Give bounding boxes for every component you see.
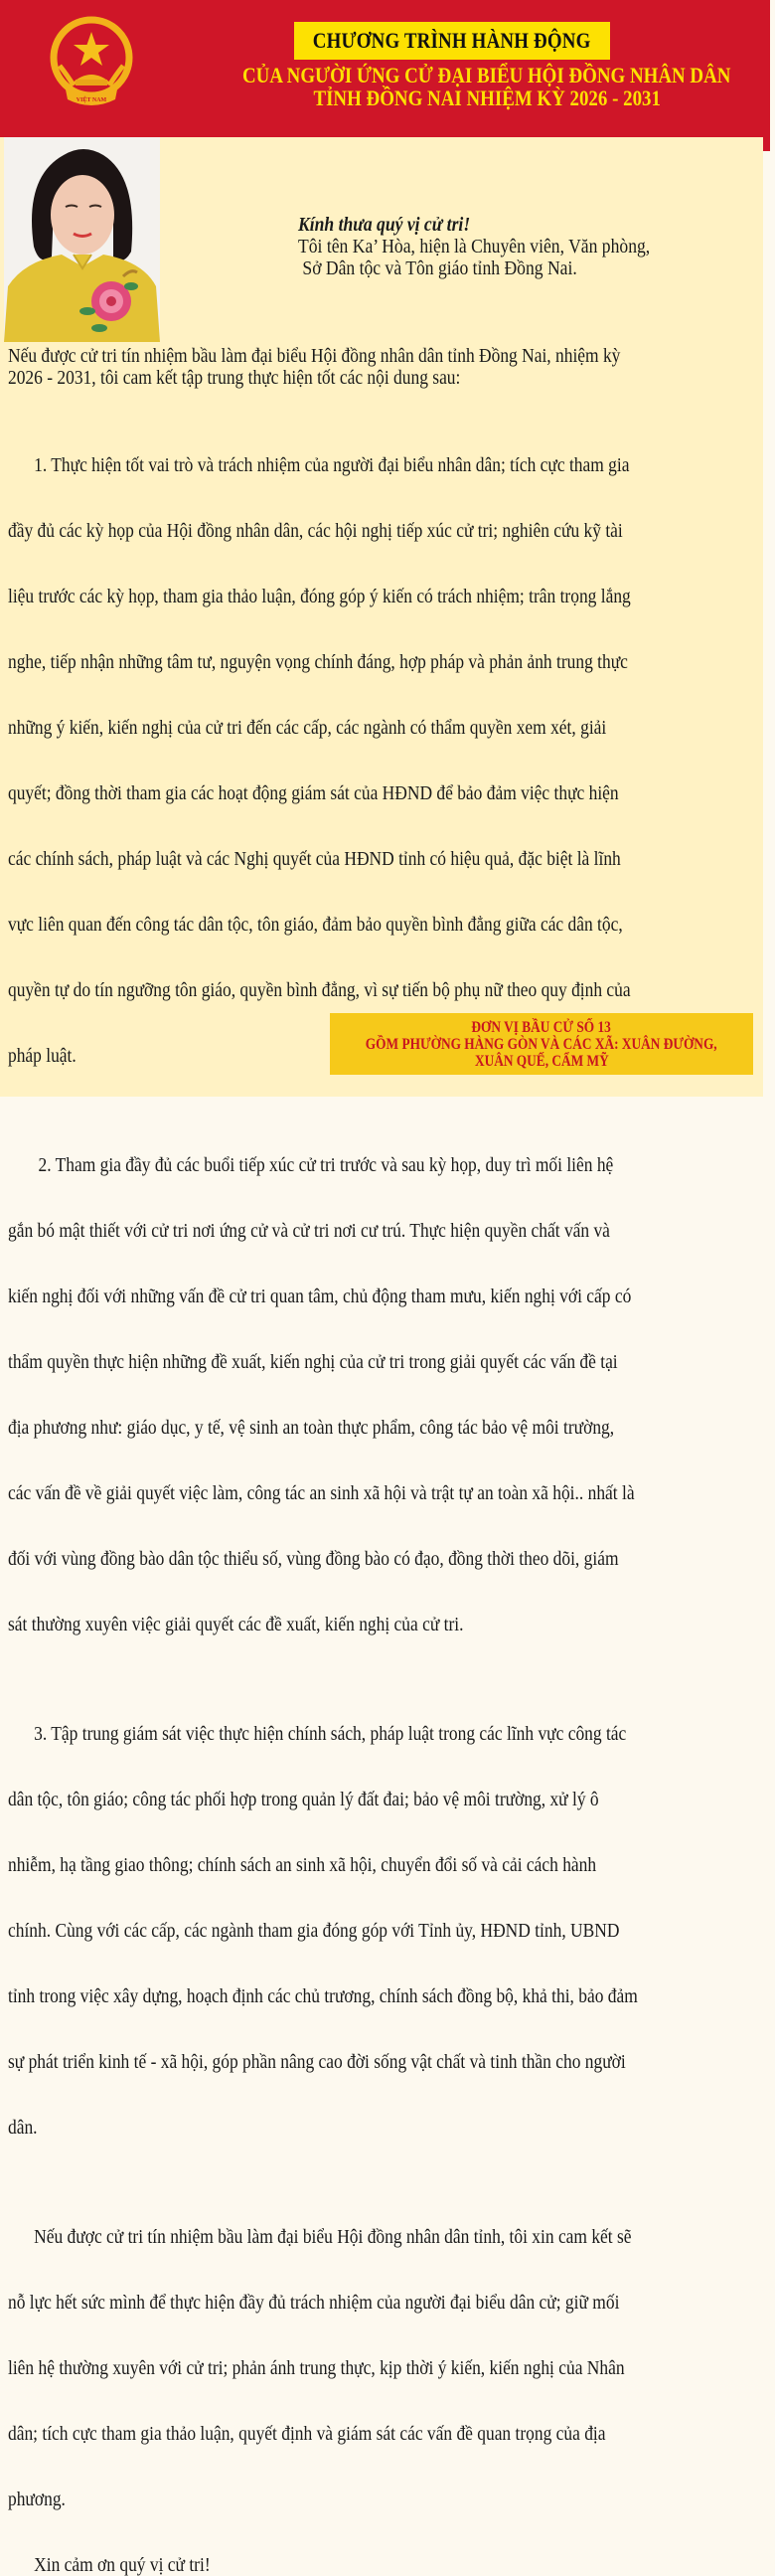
text-line: tỉnh trong việc xây dựng, hoạch định các chủ trương, chính sách đồng bộ, khả thi, bảo đảm (8, 1985, 638, 2007)
district-number: ĐƠN VỊ BẦU CỬ SỐ 13 (471, 1018, 612, 1036)
text-line: chính. Cùng với các cấp, các ngành tham gia đóng góp với Tỉnh ủy, HĐND tỉnh, UBND (8, 1920, 620, 1942)
text-line: nhiễm, hạ tầng giao thông; chính sách an sinh xã hội, chuyển đổi số và cải cách hành (8, 1854, 597, 1876)
text-line: những ý kiến, kiến nghị của cử tri đến các cấp, các ngành có thẩm quyền xem xét, giải (8, 717, 607, 739)
text-line: liệu trước các kỳ họp, tham gia thảo luận, đóng góp ý kiến có trách nhiệm; trân trọng lắng (8, 586, 631, 607)
text-line: sát thường xuyên việc giải quyết các đề xuất, kiến nghị của cử tri. (8, 1614, 464, 1635)
salutation: Kính thưa quý vị cử tri! (298, 214, 471, 236)
greeting-block (298, 214, 755, 279)
text-line: địa phương như: giáo dục, y tế, vệ sinh an toàn thực phẩm, công tác bảo vệ môi trường, (8, 1417, 615, 1439)
emblem-ribbon-text: VIỆT NAM (76, 97, 107, 103)
text-line: pháp luật. (8, 1045, 77, 1067)
candidate-photo (4, 137, 160, 342)
text-line: gắn bó mật thiết với cử tri nơi ứng cử và cử tri nơi cư trú. Thực hiện quyền chất vấn và (8, 1220, 610, 1242)
text-line: 1. Thực hiện tốt vai trò và trách nhiệm của người đại biểu nhân dân; tích cực tham gia (8, 454, 630, 476)
lead-paragraph (8, 345, 763, 389)
text-line: dân; tích cực tham gia thảo luận, quyết định và giám sát các vấn đề quan trọng của địa (8, 2423, 606, 2445)
text-line: Nếu được cử tri tín nhiệm bầu làm đại biểu Hội đồng nhân dân tỉnh Đồng Nai, nhiệm kỳ (8, 345, 621, 367)
text-line: sự phát triển kinh tế - xã hội, góp phần nâng cao đời sống vật chất và tinh thần cho người (8, 2051, 626, 2073)
text-line: vực liên quan đến công tác dân tộc, tôn giáo, đảm bảo quyền bình đẳng giữa các dân tộc, (8, 914, 623, 936)
text-line: dân. (8, 2117, 38, 2139)
subtitle-line-1: CỦA NGƯỜI ỨNG CỬ ĐẠI BIỂU HỘI ĐỒNG NHÂN DÂN (242, 63, 731, 87)
text-line: quyền tự do tín ngưỡng tôn giáo, quyền bình đẳng, vì sự tiến bộ phụ nữ theo quy định của (8, 979, 631, 1001)
commitment-point-1 (8, 411, 763, 1111)
intro-line-2: Sở Dân tộc và Tôn giáo tỉnh Đồng Nai. (298, 258, 577, 279)
district-wards-line-2: XUÂN QUẾ, CẨM MỸ (474, 1052, 609, 1070)
text-line: 2. Tham gia đầy đủ các buổi tiếp xúc cử tri trước và sau kỳ họp, duy trì mối liên hệ (8, 1154, 614, 1176)
text-line: phương. (8, 2489, 66, 2510)
intro-line-1: Tôi tên Ka’ Hòa, hiện là Chuyên viên, Văn phòng, (298, 236, 651, 258)
text-line: 3. Tập trung giám sát việc thực hiện chính sách, pháp luật trong các lĩnh vực công tác (8, 1723, 627, 1745)
text-line: kiến nghị đối với những vấn đề cử tri quan tâm, chủ động tham mưu, kiến nghị với cấp có (8, 1286, 632, 1307)
district-wards-line-1: GỒM PHƯỜNG HÀNG GÒN VÀ CÁC XÃ: XUÂN ĐƯỜNG, (366, 1035, 717, 1053)
text-line: dân tộc, tôn giáo; công tác phối hợp trong quản lý đất đai; bảo vệ môi trường, xử lý ô (8, 1789, 599, 1810)
text-line: thẩm quyền thực hiện những đề xuất, kiến nghị của cử tri trong giải quyết các vấn đề tại (8, 1351, 618, 1373)
text-line: Nếu được cử tri tín nhiệm bầu làm đại biểu Hội đồng nhân dân tỉnh, tôi xin cam kết sẽ (8, 2226, 632, 2248)
national-emblem-icon (46, 14, 137, 113)
text-line: các vấn đề về giải quyết việc làm, công tác an sinh xã hội và trật tự an toàn xã hội.. nhất là (8, 1482, 635, 1504)
text-line: đầy đủ các kỳ họp của Hội đồng nhân dân, các hội nghị tiếp xúc cử tri; nghiên cứu kỹ tài (8, 520, 623, 542)
text-line: các chính sách, pháp luật và các Nghị quyết của HĐND tỉnh có hiệu quả, đặc biệt là lĩnh (8, 848, 621, 870)
candidate-portrait-icon (4, 137, 160, 342)
subtitle-line-2: TỈNH ĐỒNG NAI NHIỆM KỲ 2026 - 2031 (313, 86, 661, 110)
text-line: quyết; đồng thời tham gia các hoạt động giám sát của HĐND để bảo đảm việc thực hiện (8, 782, 619, 804)
thanks-line: Xin cảm ơn quý vị cử tri! (8, 2554, 211, 2576)
text-line: 2026 - 2031, tôi cam kết tập trung thực hiện tốt các nội dung sau: (8, 367, 461, 389)
electoral-district-box (330, 1013, 753, 1075)
text-line: đối với vùng đồng bào dân tộc thiểu số, vùng đồng bào có đạo, đồng thời theo dõi, giám (8, 1548, 619, 1570)
title-box (294, 22, 610, 60)
commitment-point-3 (8, 1679, 763, 2182)
action-program-body (8, 345, 763, 2576)
text-line: nghe, tiếp nhận những tâm tư, nguyện vọng chính đáng, hợp pháp và phản ảnh trung thực (8, 651, 628, 673)
closing-paragraph (8, 2182, 763, 2554)
text-line: nỗ lực hết sức mình để thực hiện đầy đủ trách nhiệm của người đại biểu dân cử; giữ mối (8, 2292, 620, 2314)
page-title: CHƯƠNG TRÌNH HÀNH ĐỘNG (313, 28, 591, 53)
commitment-point-2 (8, 1111, 763, 1679)
text-line: liên hệ thường xuyên với cử tri; phản ánh trung thực, kịp thời ý kiến, kiến nghị của Nhân (8, 2357, 625, 2379)
